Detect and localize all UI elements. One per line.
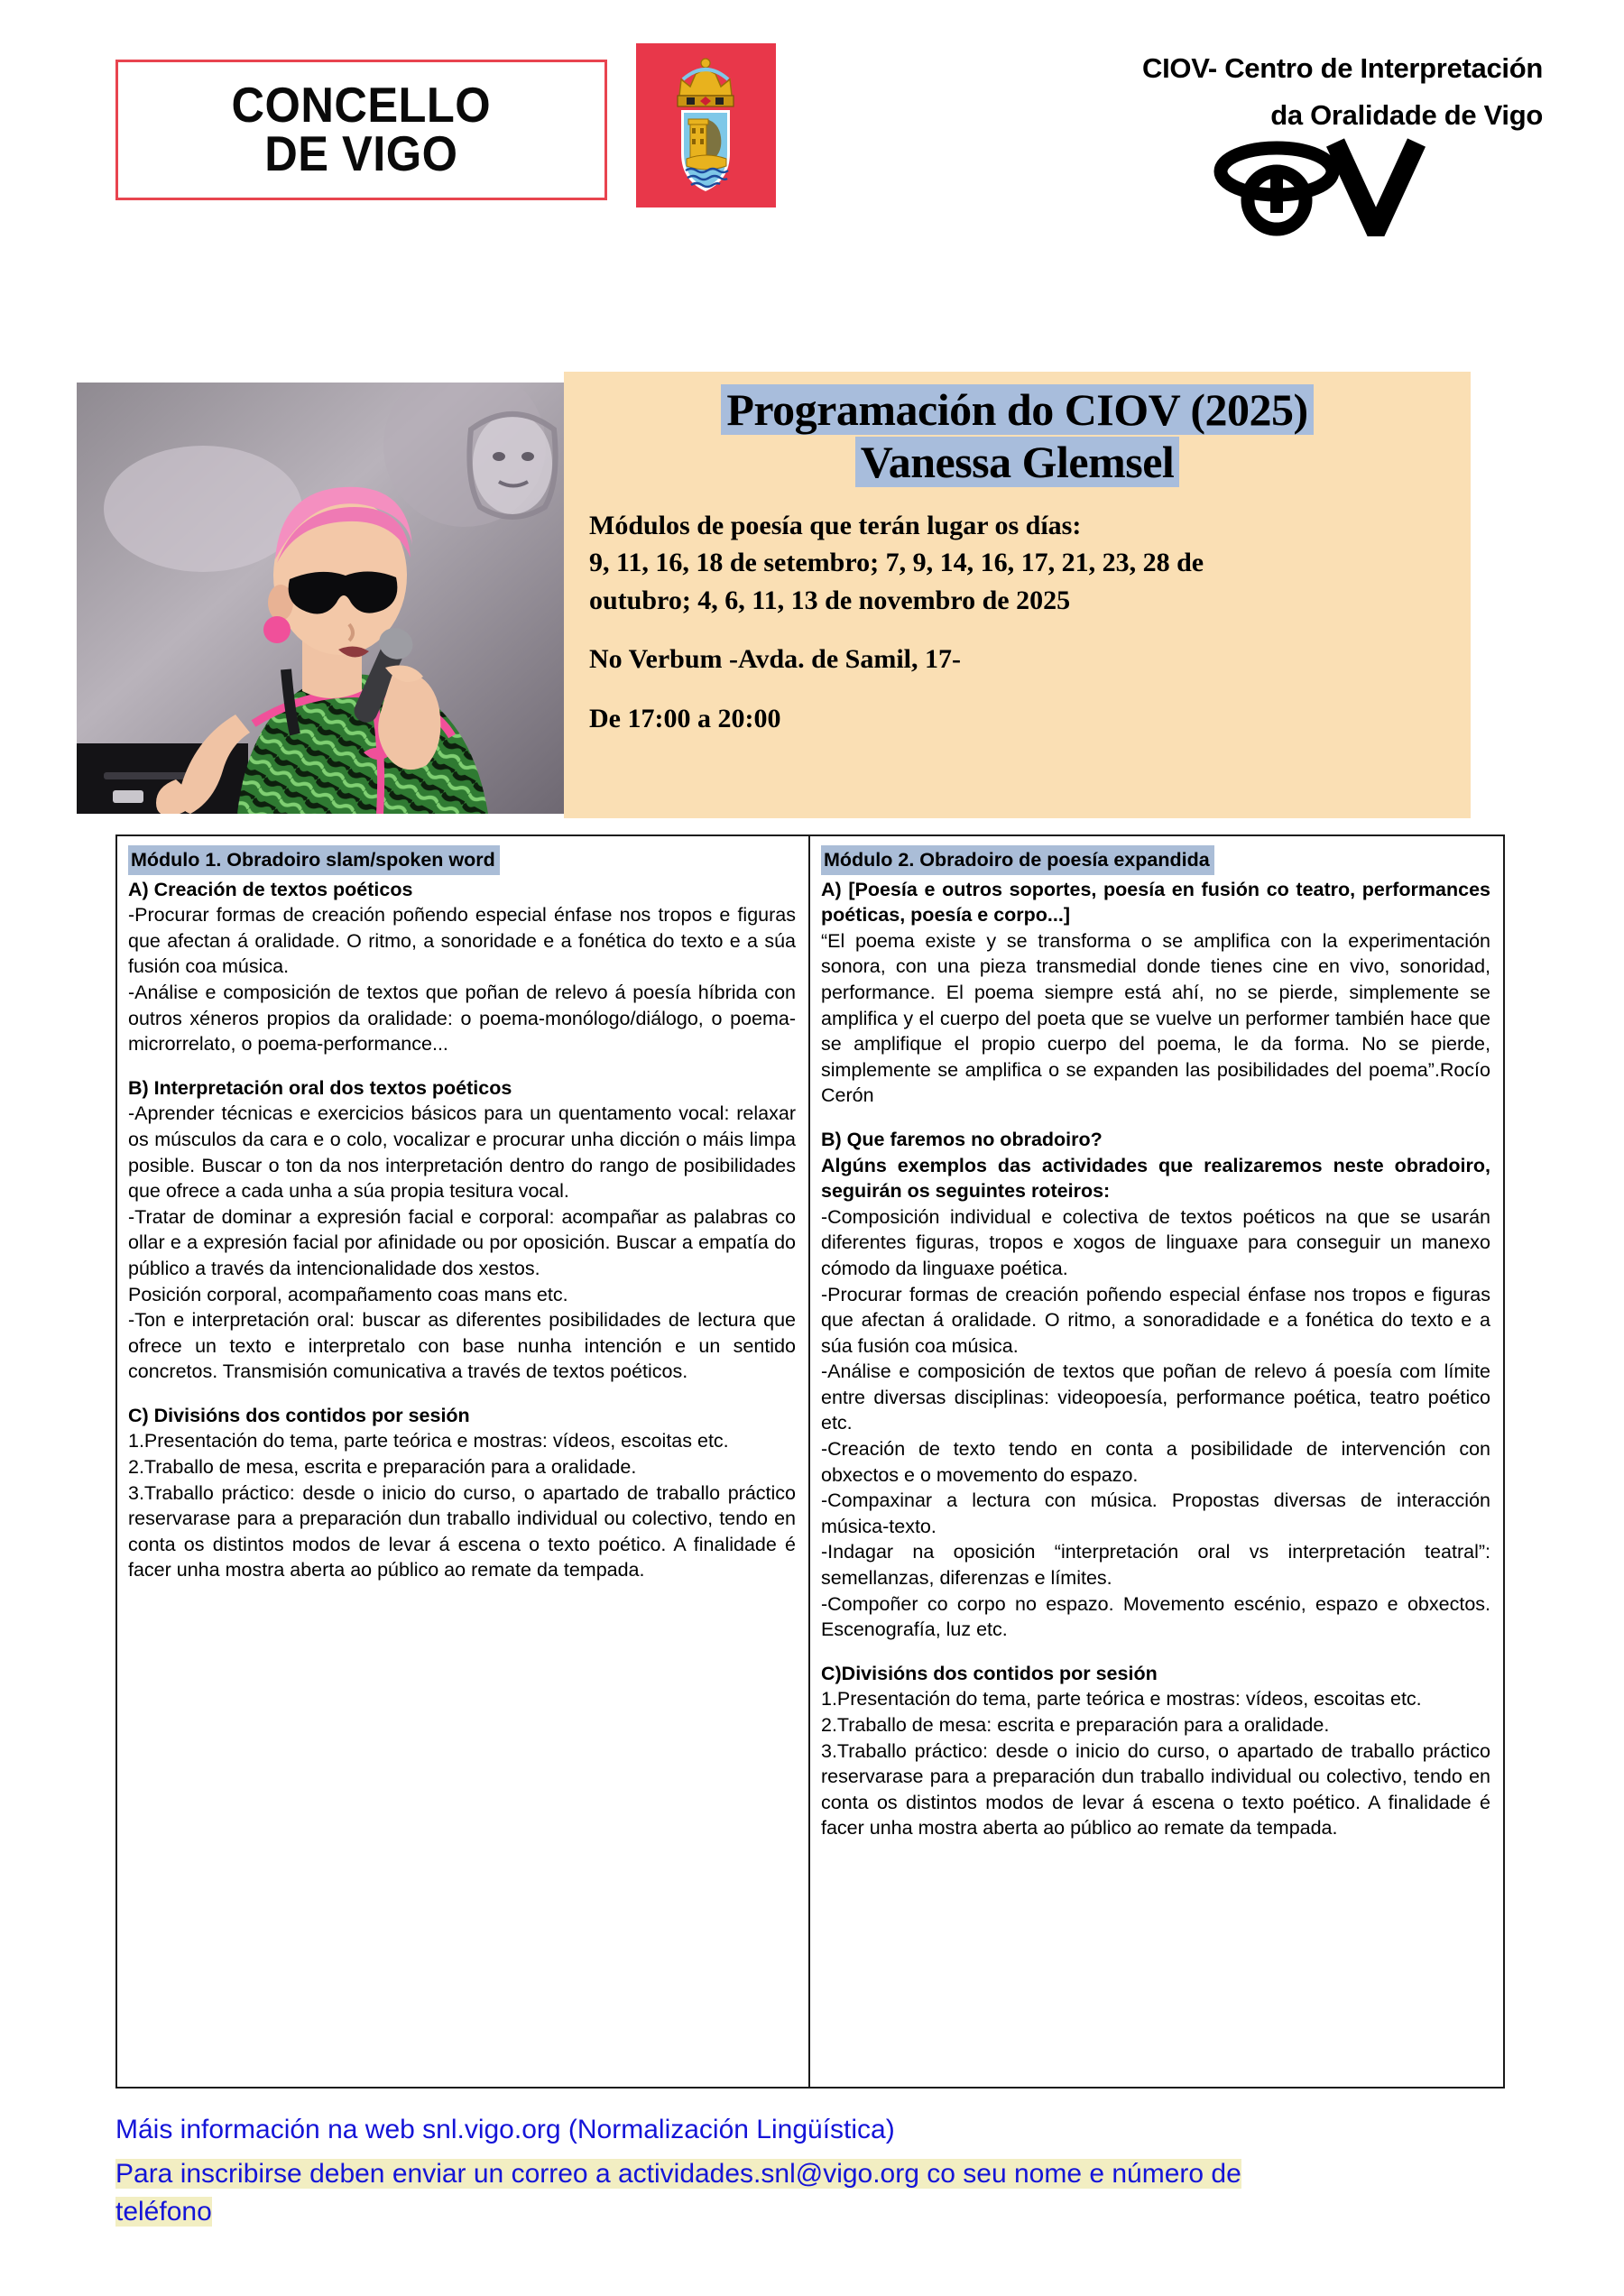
vigo-coat-of-arms-icon	[636, 43, 776, 207]
concello-de-vigo-logo	[115, 60, 607, 200]
schedule-text: De 17:00 a 20:00	[589, 703, 781, 733]
module-2-b-p4: -Creación de texto tendo en conta a posibilidade de intervención con obxectos e o movemento do espazo.	[821, 1438, 1490, 1486]
module-1-a-p2: -Análise e composición de textos que poñan de relevo á poesía híbrida con outros xéneros propios da oralidade: o poema-monólogo/diálogo, o poema-microrrelato, o poema-performance...	[128, 981, 796, 1056]
module-1-section-a-title: A) Creación de textos poéticos	[128, 878, 413, 900]
module-2-section-c-title: C)Divisións dos contidos por sesión	[821, 1662, 1158, 1684]
event-info-panel	[564, 372, 1471, 818]
module-2-b-p5: -Compaxinar a lectura con música. Propostas diversas de interacción música-texto.	[821, 1489, 1490, 1537]
module-1-heading: Módulo 1. Obradoiro slam/spoken word	[128, 845, 500, 875]
module-2-b-p2: -Procurar formas de creación poñendo especial énfase nos tropos e figuras que afectan á oralidade. O ritmo, a sonoradidade e a fonética do texto e a súa fusión coa música.	[821, 1283, 1490, 1357]
concello-logo-line2: DE VIGO	[264, 125, 458, 181]
modules-table	[115, 834, 1505, 2089]
spacer	[821, 1109, 1490, 1127]
footer-registration-line	[115, 2155, 1523, 2232]
module-1-c-p2: 2.Traballo de mesa, escrita e preparación para a oralidade.	[128, 1456, 637, 1479]
footer-web-line: Máis información na web snl.vigo.org (Normalización Lingüística)	[115, 2115, 895, 2144]
module-1-b-p2: -Tratar de dominar a expresión facial e corporal: acompañar as palabras co ollar e a expresión facial por afinidade ou por oposición. Buscar a empatía do público a través da intencionalidade dos xestos.	[128, 1205, 796, 1279]
page-subtitle: Vanessa Glemsel	[855, 437, 1180, 487]
ciov-title-line2: da Oralidade de Vigo	[1270, 99, 1543, 131]
module-1-section-b-title: B) Interpretación oral dos textos poéticos	[128, 1076, 512, 1099]
module-2-c-p1: 1.Presentación do tema, parte teórica e mostras: vídeos, escoitas etc.	[821, 1688, 1422, 1710]
footer-registration-line-part2: teléfono	[115, 2197, 212, 2227]
dates-line-1: 9, 11, 16, 18 de setembro; 7, 9, 14, 16, 17, 21, 23, 28 de	[589, 548, 1204, 578]
module-2-section-a-title: A) [Poesía e outros soportes, poesía en fusión co teatro, performances poéticas, poesía e corpo...]	[821, 878, 1490, 927]
module-2-b-p6: -Indagar na oposición “interpretación oral vs interpretación teatral”: semellanzas, diferenzas e límites.	[821, 1541, 1490, 1590]
concello-logo-line1: CONCELLO	[231, 77, 492, 134]
module-2-b-p7: -Compoñer co corpo no espazo. Movemento escénio, espazo e obxectos. Escenografía, luz etc.	[821, 1592, 1490, 1641]
cv-monogram-logo-icon	[1191, 137, 1453, 236]
spacer	[128, 1385, 796, 1403]
module-2-heading: Módulo 2. Obradoiro de poesía expandida	[821, 845, 1214, 875]
module-2-a-quote: “El poema existe y se transforma o se amplifica con la experimentación sonora, con una pieza transmedial donde tienes cine en vivo, sonoridad, performance. El poema siempre está ahí, no se pierde, simplemente se amplifica y el cuerpo del poeta que se vuelve un performer también hace que se amplifique el propio cuerpo del poema, le da forma. No se pierde, simplemente se amplifica o se expanden las posibilidades del poema”.Rocío Cerón	[821, 929, 1490, 1107]
module-2-section-b-title: B) Que faremos no obradoiro?	[821, 1128, 1103, 1150]
module-1-b-p3: Posición corporal, acompañamento coas mans etc.	[128, 1283, 568, 1305]
page-title: Programación do CIOV (2025)	[721, 384, 1313, 435]
module-1-section-c-title: C) Divisións dos contidos por sesión	[128, 1404, 470, 1426]
module-2-column	[810, 836, 1503, 2087]
hero-section	[77, 372, 1471, 818]
module-2-b-subtitle: Algúns exemplos das actividades que realizaremos neste obradoiro, seguirán os seguintes roteiros:	[821, 1154, 1490, 1203]
footer-registration-line-part1: Para inscribirse deben enviar un correo a actividades.snl@vigo.org co seu nome e número de	[115, 2158, 1241, 2189]
module-2-b-p3: -Análise e composición de textos que poñan de relevo á poesía com límite entre diversas disciplinas: videopoesía, performance poética, teatro poético etc.	[821, 1360, 1490, 1434]
dates-line-2: outubro; 4, 6, 11, 13 de novembro de 2025	[589, 585, 1071, 615]
modules-intro: Módulos de poesía que terán lugar os días:	[589, 511, 1082, 540]
module-1-a-p1: -Procurar formas de creación poñendo especial énfase nos tropos e figuras que afectan á oralidade. O ritmo, a sonoridade e a fonética do texto e a súa fusión coa música.	[128, 904, 796, 978]
venue-text: No Verbum -Avda. de Samil, 17-	[589, 644, 961, 675]
spacer	[128, 1057, 796, 1075]
module-2-c-p3: 3.Traballo práctico: desde o inicio do curso, o apartado de traballo práctico reservarase para a preparación dun traballo individual ou colectivo, tendo en conta os distintos modos de levar á escena o texto poético. A finalidade é facer unha mostra aberta ao público ao remate da tempada.	[821, 1739, 1490, 1840]
spacer	[821, 1643, 1490, 1661]
module-2-b-p1: -Composición individual e colectiva de textos poéticos na que se usarán diferentes figuras, tropos e xogos de linguaxe para conseguir un manexo cómodo da linguaxe poética.	[821, 1205, 1490, 1279]
module-1-c-p1: 1.Presentación do tema, parte teórica e mostras: vídeos, escoitas etc.	[128, 1430, 729, 1452]
footer-info	[115, 2111, 1523, 2232]
poster-header	[0, 0, 1624, 217]
module-2-c-p2: 2.Traballo de mesa: escrita e preparación para a oralidade.	[821, 1714, 1330, 1736]
ciov-title-line1: CIOV- Centro de Interpretación	[1141, 52, 1543, 84]
module-1-b-p1: -Aprender técnicas e exercicios básicos para un quentamento vocal: relaxar os músculos da cara e o colo, vocalizar e procurar unha dicción o máis limpa posible. Buscar o ton da nos interpretación dentro do rango de posibilidades que ofrece a cada unha a súa propia tesitura vocal.	[128, 1102, 796, 1203]
module-1-column	[117, 836, 810, 2087]
module-1-b-p4: -Ton e interpretación oral: buscar as diferentes posibilidades de lectura que ofrece un texto e interpretalo con base nunha intención e un sentido concretos. Transmisión comunicativa a través de textos poéticos.	[128, 1309, 796, 1383]
module-1-c-p3: 3.Traballo práctico: desde o inicio do curso, o apartado de traballo práctico reservarase para a preparación dun traballo individual ou colectivo, tendo en conta os distintos modos de levar á escena o texto poético. A finalidade é facer unha mostra aberta ao público ao remate da tempada.	[128, 1481, 796, 1581]
performer-photo	[77, 383, 564, 814]
ciov-title-block	[911, 52, 1543, 132]
